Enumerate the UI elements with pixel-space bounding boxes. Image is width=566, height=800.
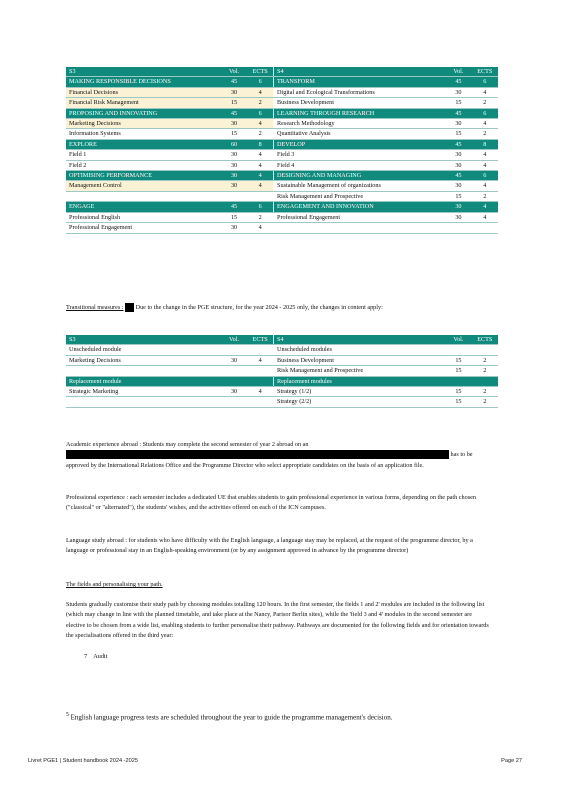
s4-value-cell: 6 xyxy=(472,108,498,118)
footnote-mark: 5 xyxy=(66,712,69,718)
s4-value-cell: 15 xyxy=(445,98,471,108)
bullet-text: Audit xyxy=(93,653,108,660)
s3-module-cell: Professional English xyxy=(66,212,221,222)
s3-value-cell: 30 xyxy=(221,160,247,170)
table-header-row xyxy=(66,335,498,345)
redaction-block xyxy=(125,303,134,312)
table-row xyxy=(66,191,498,201)
header-cell-vol: Vol. xyxy=(221,335,247,345)
s4-value-cell: 2 xyxy=(472,366,498,376)
s4-value-cell xyxy=(445,376,471,386)
s4-module-cell: DEVELOP xyxy=(274,139,446,149)
header-cell-vol2: Vol. xyxy=(445,335,471,345)
s4-value-cell: 45 xyxy=(445,77,471,87)
s4-value-cell: 15 xyxy=(445,387,471,397)
s3-module-cell: Field 2 xyxy=(66,160,221,170)
s4-module-cell: Research Methodology xyxy=(274,119,446,129)
s4-value-cell: 30 xyxy=(445,181,471,191)
s4-module-cell: Unscheduled modules xyxy=(274,345,446,355)
academic-text-start: Academic experience abroad : Students may complete the second semester of year 2 abroad on an xyxy=(66,441,309,448)
s3-module-cell xyxy=(66,191,221,201)
table-row xyxy=(66,108,498,118)
s3-module-cell: Unscheduled module xyxy=(66,345,221,355)
s3-value-cell: 45 xyxy=(221,202,247,212)
s4-module-cell: TRANSFORM xyxy=(274,77,446,87)
header-cell-s4: S4 xyxy=(274,67,446,77)
header-cell-vol: Vol. xyxy=(221,67,247,77)
s3-value-cell: 6 xyxy=(247,77,273,87)
s3-value-cell: 4 xyxy=(247,119,273,129)
s4-value-cell: 2 xyxy=(472,397,498,407)
table-header-row xyxy=(66,67,498,77)
footer-left: Livret PGE1 | Student handbook 2024 -2025 xyxy=(28,758,138,764)
s3-value-cell: 45 xyxy=(221,108,247,118)
s3-module-cell: EXPLORE xyxy=(66,139,221,149)
header-cell-ects2: ECTS xyxy=(472,335,498,345)
s3-value-cell: 6 xyxy=(247,202,273,212)
header-cell-ects: ECTS xyxy=(247,335,273,345)
table-row xyxy=(66,129,498,139)
s4-module-cell: Replacement modules xyxy=(274,376,446,386)
s4-value-cell: 6 xyxy=(472,171,498,181)
s4-value-cell: 30 xyxy=(445,160,471,170)
s4-value-cell: 2 xyxy=(472,355,498,365)
s3-module-cell: Professional Engagement xyxy=(66,223,221,233)
s4-value-cell: 15 xyxy=(445,366,471,376)
header-cell-s3: S3 xyxy=(66,335,221,345)
table-row xyxy=(66,202,498,212)
table-row xyxy=(66,87,498,97)
s4-value-cell: 15 xyxy=(445,191,471,201)
s4-value-cell: 4 xyxy=(472,181,498,191)
s3-value-cell: 60 xyxy=(221,139,247,149)
s3-module-cell xyxy=(66,366,221,376)
s4-module-cell: Strategy (1/2) xyxy=(274,387,446,397)
s4-value-cell: 30 xyxy=(445,202,471,212)
s4-module-cell: Field 4 xyxy=(274,160,446,170)
s3-value-cell: 4 xyxy=(247,387,273,397)
s4-value-cell: 45 xyxy=(445,108,471,118)
s3-module-cell: Field 1 xyxy=(66,150,221,160)
bullet-item xyxy=(84,652,284,662)
table-row xyxy=(66,366,498,376)
s4-value-cell: 4 xyxy=(472,87,498,97)
s4-module-cell: Business Development xyxy=(274,98,446,108)
table-row xyxy=(66,119,498,129)
s3-module-cell: Marketing Decisions xyxy=(66,119,221,129)
table-row xyxy=(66,171,498,181)
table-row xyxy=(66,212,498,222)
header-cell-ects: ECTS xyxy=(247,67,273,77)
s3-value-cell: 30 xyxy=(221,355,247,365)
s4-module-cell: Business Development xyxy=(274,355,446,365)
s4-module-cell: Professional Engagement xyxy=(274,212,446,222)
table-row xyxy=(66,387,498,397)
s4-value-cell: 4 xyxy=(472,150,498,160)
s4-value-cell: 4 xyxy=(472,212,498,222)
s3-value-cell: 30 xyxy=(221,119,247,129)
s3-value-cell: 15 xyxy=(221,129,247,139)
s4-value-cell: 45 xyxy=(445,171,471,181)
table-row xyxy=(66,376,498,386)
s3-value-cell: 30 xyxy=(221,150,247,160)
s4-value-cell xyxy=(472,223,498,233)
header-cell-s3: S3 xyxy=(66,67,221,77)
s3-value-cell: 2 xyxy=(247,98,273,108)
transitional-heading: Transitional measures : xyxy=(66,304,124,311)
s3-value-cell xyxy=(221,191,247,201)
s4-value-cell: 15 xyxy=(445,129,471,139)
table-row xyxy=(66,345,498,355)
s3-module-cell: Marketing Decisions xyxy=(66,355,221,365)
footer-page-number: Page 27 xyxy=(501,758,522,764)
s3-value-cell: 30 xyxy=(221,171,247,181)
s3-value-cell: 4 xyxy=(247,160,273,170)
professional-experience-paragraph: Professional experience : each semester includes a dedicated UE that enables students to gain professional experience in various forms, depending on the path chosen ("classical" or "alternated"), the students' wishes, and the activities offered on each of the ICN campuses. xyxy=(66,494,476,512)
s3-value-cell xyxy=(247,397,273,407)
s4-module-cell: Risk Management and Prospective xyxy=(274,366,446,376)
s3-value-cell xyxy=(221,345,247,355)
s4-value-cell: 30 xyxy=(445,212,471,222)
s3-value-cell xyxy=(221,397,247,407)
s3-value-cell xyxy=(221,376,247,386)
s4-value-cell: 4 xyxy=(472,119,498,129)
transitional-table xyxy=(66,335,498,408)
s3-value-cell: 30 xyxy=(221,87,247,97)
s4-value-cell: 4 xyxy=(472,160,498,170)
s3-value-cell xyxy=(247,366,273,376)
s3-module-cell xyxy=(66,397,221,407)
s3-module-cell: PROPOSING AND INNOVATING xyxy=(66,108,221,118)
s3-value-cell: 15 xyxy=(221,98,247,108)
s4-module-cell: DESIGNING AND MANAGING xyxy=(274,171,446,181)
fields-heading: The fields and personalising your path. xyxy=(66,581,163,588)
s3-value-cell: 15 xyxy=(221,212,247,222)
table-row xyxy=(66,150,498,160)
table-row xyxy=(66,355,498,365)
s4-module-cell xyxy=(274,223,446,233)
s4-value-cell xyxy=(445,345,471,355)
s4-value-cell: 30 xyxy=(445,150,471,160)
academic-experience-paragraph xyxy=(66,440,490,471)
curriculum-table-s3-s4 xyxy=(66,67,498,234)
s4-module-cell: Sustainable Management of organizations xyxy=(274,181,446,191)
s3-value-cell xyxy=(247,191,273,201)
s4-module-cell: Field 3 xyxy=(274,150,446,160)
s3-value-cell xyxy=(247,376,273,386)
s4-value-cell: 4 xyxy=(472,202,498,212)
s4-module-cell: Digital and Ecological Transformations xyxy=(274,87,446,97)
s3-module-cell: OPTIMISING PERFORMANCE xyxy=(66,171,221,181)
table-row xyxy=(66,139,498,149)
s4-module-cell: Strategy (2/2) xyxy=(274,397,446,407)
s3-module-cell: Information Systems xyxy=(66,129,221,139)
s4-value-cell: 30 xyxy=(445,119,471,129)
s3-value-cell: 4 xyxy=(247,150,273,160)
s3-value-cell xyxy=(221,366,247,376)
transitional-text: Due to the change in the PGE structure, for the year 2024 - 2025 only, the changes in content apply: xyxy=(135,304,383,311)
s4-module-cell: Quantitative Analysis xyxy=(274,129,446,139)
s4-value-cell: 2 xyxy=(472,129,498,139)
s3-value-cell: 4 xyxy=(247,171,273,181)
table-row xyxy=(66,397,498,407)
s4-value-cell: 2 xyxy=(472,98,498,108)
s3-value-cell: 4 xyxy=(247,355,273,365)
s4-value-cell: 2 xyxy=(472,191,498,201)
s3-value-cell: 4 xyxy=(247,87,273,97)
redaction-block xyxy=(66,450,449,459)
s3-value-cell: 2 xyxy=(247,212,273,222)
s3-module-cell: Strategic Marketing xyxy=(66,387,221,397)
academic-text-end: has to be approved by the International Relations Office and the Programme Director who select appropriate candidates on the basis of an application file. xyxy=(66,451,473,469)
table-row xyxy=(66,160,498,170)
header-cell-vol2: Vol. xyxy=(445,67,471,77)
s4-value-cell: 15 xyxy=(445,397,471,407)
s3-value-cell: 45 xyxy=(221,77,247,87)
s4-value-cell: 6 xyxy=(472,77,498,87)
header-cell-s4: S4 xyxy=(274,335,446,345)
s4-value-cell xyxy=(472,376,498,386)
table-row xyxy=(66,223,498,233)
s4-value-cell xyxy=(445,223,471,233)
fields-paragraph: Students gradually customise their study path by choosing modules totalling 120 hours. In the first semester, the fields 1 and 2' modules are included in the following list (which may change in line with the planned timetable, and take place at the Nancy, Parisor Berlin sites), while the 'field 3 and 4' modules in the second semester are elective to be chosen from a wide list, enabling students to further personalise their pathway. Pathways are documented for the following fields and for orientation towards the specialisations offered in the third year: xyxy=(66,601,489,640)
s3-module-cell: Financial Decisions xyxy=(66,87,221,97)
s3-module-cell: Financial Risk Management xyxy=(66,98,221,108)
s4-value-cell: 2 xyxy=(472,387,498,397)
footnote xyxy=(66,710,490,722)
footnote-text: English language progress tests are scheduled throughout the year to guide the programme management's decision. xyxy=(70,713,393,722)
s3-value-cell xyxy=(247,345,273,355)
s3-value-cell: 2 xyxy=(247,129,273,139)
s3-module-cell: MAKING RESPONSIBLE DECISIONS xyxy=(66,77,221,87)
s4-module-cell: LEARNING THROUGH RESEARCH xyxy=(274,108,446,118)
s4-value-cell: 8 xyxy=(472,139,498,149)
s4-value-cell xyxy=(472,345,498,355)
s4-value-cell: 30 xyxy=(445,87,471,97)
s4-value-cell: 15 xyxy=(445,355,471,365)
s3-value-cell: 30 xyxy=(221,181,247,191)
s3-value-cell: 30 xyxy=(221,223,247,233)
s3-module-cell: Replacement module xyxy=(66,376,221,386)
language-study-paragraph: Language study abroad : for students who have difficulty with the English language, a language stay may be replaced, at the request of the programme director, by a language or professional stay in an English-speaking environment (or by any assignment approved in advance by the programme director) xyxy=(66,537,473,555)
s3-value-cell: 6 xyxy=(247,108,273,118)
s3-module-cell: Management Control xyxy=(66,181,221,191)
s3-value-cell: 4 xyxy=(247,223,273,233)
s4-module-cell: Risk Management and Prospective xyxy=(274,191,446,201)
table-row xyxy=(66,98,498,108)
header-cell-ects2: ECTS xyxy=(472,67,498,77)
bullet-marker: 7 xyxy=(84,653,88,660)
s4-module-cell: ENGAGEMENT AND INNOVATION xyxy=(274,202,446,212)
table-row xyxy=(66,77,498,87)
s3-value-cell: 8 xyxy=(247,139,273,149)
s3-value-cell: 30 xyxy=(221,387,247,397)
transitional-measures xyxy=(66,303,490,313)
s3-module-cell: ENGAGE xyxy=(66,202,221,212)
table-row xyxy=(66,181,498,191)
s3-value-cell: 4 xyxy=(247,181,273,191)
s4-value-cell: 45 xyxy=(445,139,471,149)
